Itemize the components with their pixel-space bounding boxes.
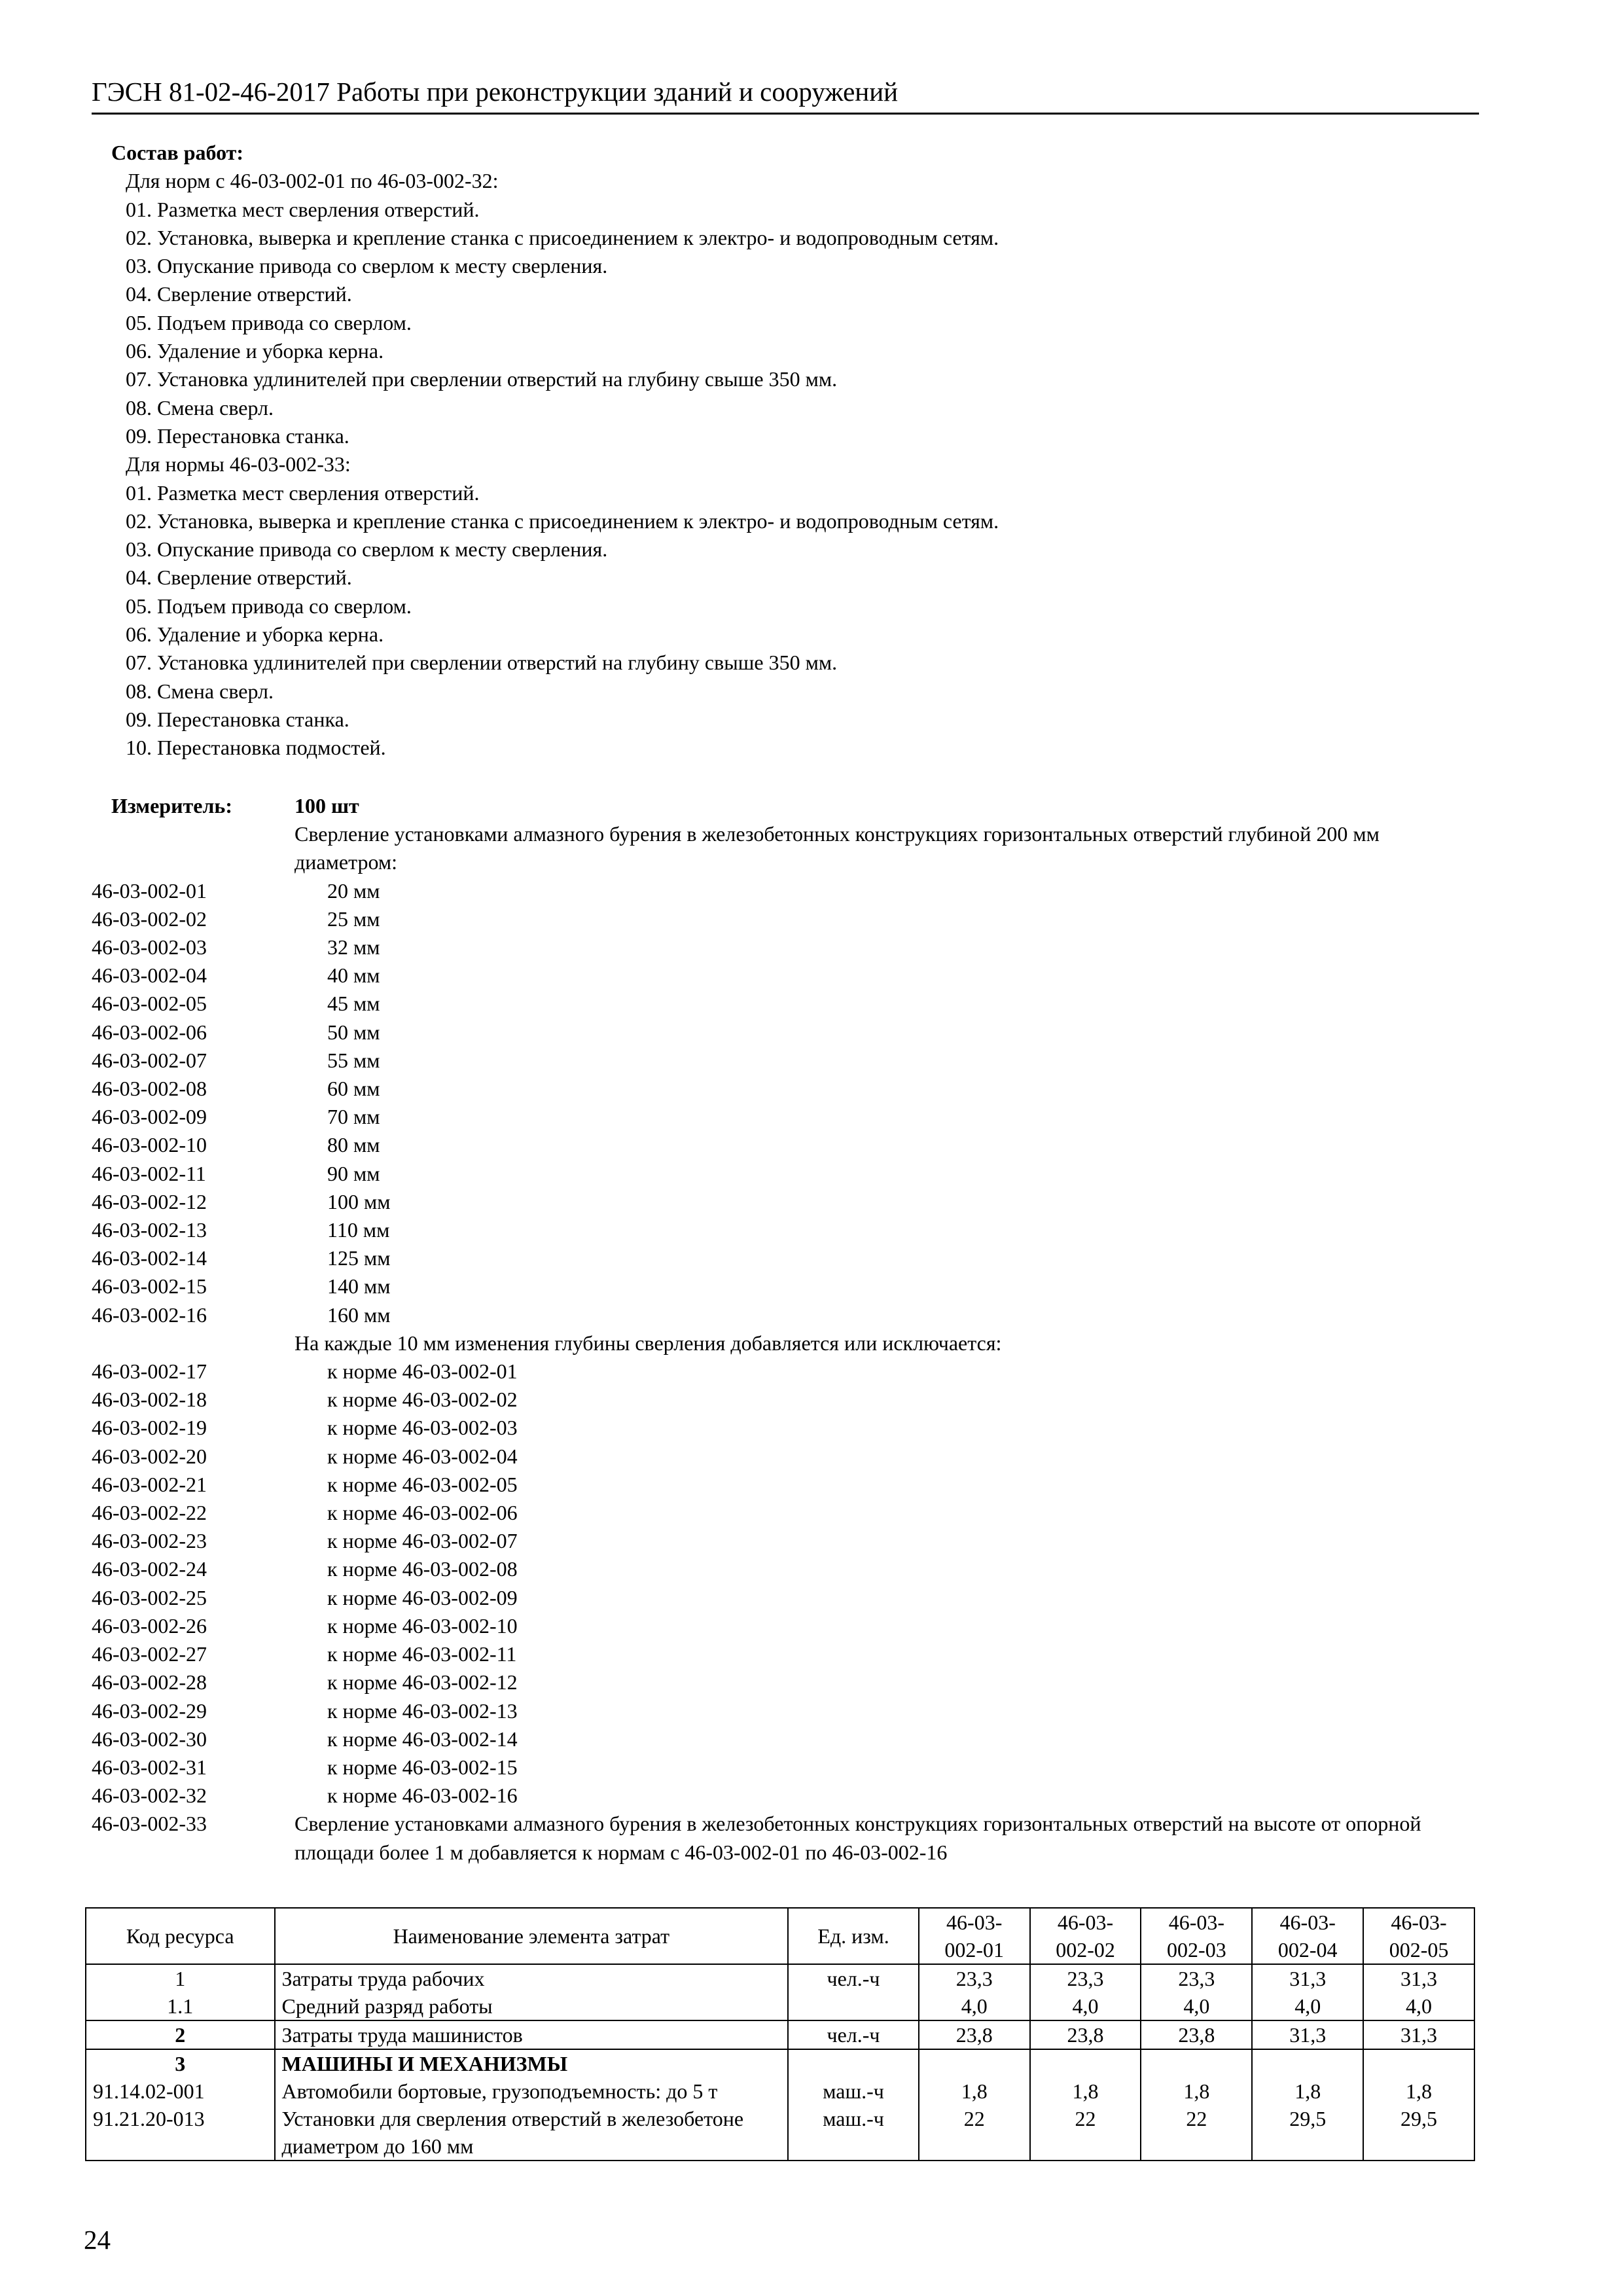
norm-row [92, 1810, 1486, 1866]
norm-code: 46-03-002-06 [92, 1020, 207, 1044]
norm-code: 46-03-002-27 [92, 1642, 207, 1666]
norm-row [92, 1555, 1486, 1583]
header-norm: 46-03- 002-02 [1030, 1908, 1141, 1964]
composition-line: 08. Смена сверл. [126, 395, 274, 420]
composition-line: Для норм с 46-03-002-01 по 46-03-002-32: [126, 169, 499, 193]
norm-code: 46-03-002-11 [92, 1161, 206, 1185]
norm-row [92, 1018, 1486, 1047]
norm-text: 32 мм [327, 935, 380, 960]
composition-line: 10. Перестановка подмостей. [126, 736, 386, 760]
resource-name: Автомобили бортовые, грузоподъемность: до 5 т [275, 2077, 789, 2105]
meter-unit: 100 шт [294, 794, 359, 817]
resource-value: 4,0 [1141, 1992, 1252, 2020]
resource-value: 23,3 [919, 1964, 1030, 1992]
composition-line: 05. Подъем привода со сверлом. [126, 310, 412, 334]
meter-row [92, 792, 1486, 820]
resource-value: 23,3 [1030, 1964, 1141, 1992]
norm-row [92, 1188, 1486, 1216]
norm-text: к норме 46-03-002-14 [327, 1727, 518, 1751]
norm-text: к норме 46-03-002-13 [327, 1698, 518, 1723]
resource-code: 3 [86, 2049, 275, 2077]
table-header-row [86, 1908, 1474, 1964]
norm-row [92, 1131, 1486, 1159]
resource-unit: маш.-ч [788, 2077, 919, 2105]
resource-unit: маш.-ч [788, 2105, 919, 2161]
norm-row [92, 961, 1486, 990]
norm-row [92, 1414, 1486, 1442]
resource-code: 91.21.20-013 [86, 2105, 275, 2161]
norm-row [92, 1584, 1486, 1612]
empty-cell [1141, 2049, 1252, 2077]
norm-text: 90 мм [327, 1161, 380, 1185]
norm-text: к норме 46-03-002-08 [327, 1557, 518, 1581]
composition-line: Для нормы 46-03-002-33: [126, 452, 351, 476]
norm-row [92, 1612, 1486, 1640]
composition-title: Состав работ: [111, 141, 244, 164]
norm-text: 60 мм [327, 1077, 380, 1101]
depth-note-row [92, 1329, 1486, 1357]
empty-cell [92, 820, 294, 876]
norm-text: к норме 46-03-002-12 [327, 1670, 518, 1695]
composition-line: 02. Установка, выверка и крепление станка с присоединением к электро- и водопроводным сетям. [126, 509, 999, 533]
work-composition [111, 139, 1486, 762]
norm-text: к норме 46-03-002-09 [327, 1585, 518, 1609]
empty-cell [1252, 2049, 1363, 2077]
resource-code: 2 [86, 2020, 275, 2049]
norm-code: 46-03-002-08 [92, 1077, 207, 1101]
norm-code: 46-03-002-33 [92, 1812, 207, 1836]
norm-text: к норме 46-03-002-15 [327, 1755, 518, 1779]
norm-row [92, 1160, 1486, 1188]
resource-value: 4,0 [919, 1992, 1030, 2020]
norm-text: 125 мм [327, 1246, 391, 1270]
header-code: Код ресурса [86, 1908, 275, 1964]
resource-value: 4,0 [1252, 1992, 1363, 2020]
composition-line: 04. Сверление отверстий. [126, 565, 352, 590]
resource-value: 31,3 [1363, 2020, 1474, 2049]
header-norm: 46-03- 002-05 [1363, 1908, 1474, 1964]
resource-code: 1.1 [86, 1992, 275, 2020]
norm-text: 110 мм [327, 1218, 390, 1242]
norm-row [92, 1527, 1486, 1555]
norm-row [92, 1499, 1486, 1527]
norm-row [92, 1386, 1486, 1414]
header-unit: Ед. изм. [788, 1908, 919, 1964]
empty-cell [1363, 2049, 1474, 2077]
norm-text: к норме 46-03-002-11 [327, 1642, 517, 1666]
norm-text: 100 мм [327, 1189, 391, 1213]
norm-code: 46-03-002-32 [92, 1784, 207, 1808]
header-norm: 46-03- 002-04 [1252, 1908, 1363, 1964]
norm-row [92, 1047, 1486, 1075]
running-header: ГЭСН 81-02-46-2017 Работы при реконструкции зданий и сооружений [92, 73, 1479, 115]
depth-note: На каждые 10 мм изменения глубины сверления добавляется или исключается: [294, 1331, 1002, 1355]
norm-text: к норме 46-03-002-01 [327, 1359, 518, 1384]
resource-value: 1,8 [1252, 2077, 1363, 2105]
meter-label: Измеритель: [111, 794, 232, 817]
composition-line: 04. Сверление отверстий. [126, 282, 352, 306]
norm-row [92, 1697, 1486, 1725]
resource-value: 22 [919, 2105, 1030, 2161]
resource-value: 1,8 [1141, 2077, 1252, 2105]
resource-name: Затраты труда рабочих [275, 1964, 789, 1992]
norm-text: 40 мм [327, 963, 380, 988]
norm-code: 46-03-002-15 [92, 1274, 207, 1299]
intro-row [92, 820, 1486, 876]
norm-row [92, 1272, 1486, 1300]
norm-text: 160 мм [327, 1302, 391, 1327]
norm-text: к норме 46-03-002-16 [327, 1784, 518, 1808]
norm-code: 46-03-002-19 [92, 1416, 207, 1440]
table-row [86, 1992, 1474, 2020]
norm-code: 46-03-002-26 [92, 1613, 207, 1638]
resource-value: 22 [1141, 2105, 1252, 2161]
norm-text: к норме 46-03-002-06 [327, 1501, 518, 1525]
norm-code: 46-03-002-12 [92, 1189, 207, 1213]
norm-text: к норме 46-03-002-03 [327, 1416, 518, 1440]
norm-code: 46-03-002-23 [92, 1529, 207, 1553]
norm-code: 46-03-002-03 [92, 935, 207, 960]
resource-value: 23,3 [1141, 1964, 1252, 1992]
norm-code: 46-03-002-20 [92, 1444, 207, 1468]
resource-name: Установки для сверления отверстий в железобетоне диаметром до 160 мм [275, 2105, 789, 2161]
resource-unit [788, 1992, 919, 2020]
resource-code: 1 [86, 1964, 275, 1992]
header-name: Наименование элемента затрат [275, 1908, 789, 1964]
resource-value: 31,3 [1252, 1964, 1363, 1992]
norm-code: 46-03-002-13 [92, 1218, 207, 1242]
norm-text: 55 мм [327, 1048, 380, 1072]
composition-line: 07. Установка удлинителей при сверлении отверстий на глубину свыше 350 мм. [126, 651, 838, 675]
norm-row [92, 1216, 1486, 1244]
resource-value: 22 [1030, 2105, 1141, 2161]
empty-cell [1030, 2049, 1141, 2077]
norm-text: к норме 46-03-002-10 [327, 1613, 518, 1638]
norm-row [92, 1443, 1486, 1471]
norm-code: 46-03-002-02 [92, 906, 207, 931]
norm-code: 46-03-002-30 [92, 1727, 207, 1751]
norm-row [92, 1725, 1486, 1753]
resource-name: Средний разряд работы [275, 1992, 789, 2020]
norm-row [92, 905, 1486, 933]
norm-code: 46-03-002-29 [92, 1698, 207, 1723]
resource-unit: чел.-ч [788, 2020, 919, 2049]
resource-unit: чел.-ч [788, 1964, 919, 1992]
table-row [86, 2020, 1474, 2049]
norm-text: 45 мм [327, 992, 380, 1016]
norm-code: 46-03-002-16 [92, 1302, 207, 1327]
table-row [86, 1964, 1474, 1992]
norm-row [92, 1668, 1486, 1696]
empty-cell [919, 2049, 1030, 2077]
norm-code: 46-03-002-21 [92, 1472, 207, 1496]
header-norm: 46-03- 002-01 [919, 1908, 1030, 1964]
composition-line: 03. Опускание привода со сверлом к месту сверления. [126, 537, 608, 562]
norm-text: 80 мм [327, 1133, 380, 1157]
norm-text: 25 мм [327, 906, 380, 931]
composition-line: 07. Установка удлинителей при сверлении отверстий на глубину свыше 350 мм. [126, 367, 838, 391]
composition-line: 02. Установка, выверка и крепление станка с присоединением к электро- и водопроводным сетям. [126, 225, 999, 249]
norm-code: 46-03-002-28 [92, 1670, 207, 1695]
composition-line: 06. Удаление и уборка керна. [126, 339, 384, 363]
table-row [86, 2077, 1474, 2105]
norm-code: 46-03-002-05 [92, 992, 207, 1016]
norm-code: 46-03-002-31 [92, 1755, 207, 1779]
composition-line: 09. Перестановка станка. [126, 423, 349, 448]
resource-value: 29,5 [1363, 2105, 1474, 2161]
norm-row [92, 1075, 1486, 1103]
composition-line: 05. Подъем привода со сверлом. [126, 594, 412, 618]
resource-table [85, 1907, 1475, 2161]
norm-row [92, 1244, 1486, 1272]
resource-value: 4,0 [1030, 1992, 1141, 2020]
norm-code: 46-03-002-25 [92, 1585, 207, 1609]
resource-value: 4,0 [1363, 1992, 1474, 2020]
norm-row [92, 1357, 1486, 1386]
composition-line: 01. Разметка мест сверления отверстий. [126, 197, 480, 221]
composition-line: 06. Удаление и уборка керна. [126, 622, 384, 647]
resource-value: 1,8 [1363, 2077, 1474, 2105]
resource-value: 23,8 [1141, 2020, 1252, 2049]
table-row [86, 2105, 1474, 2161]
norm-text: к норме 46-03-002-05 [327, 1472, 518, 1496]
norm-text: 140 мм [327, 1274, 391, 1299]
norm-text: 70 мм [327, 1105, 380, 1129]
norm-row [92, 1640, 1486, 1668]
header-norm: 46-03- 002-03 [1141, 1908, 1252, 1964]
norm-code: 46-03-002-18 [92, 1388, 207, 1412]
norm-row [92, 990, 1486, 1018]
norm-text: 50 мм [327, 1020, 380, 1044]
empty-cell [92, 1329, 294, 1357]
norm-code: 46-03-002-17 [92, 1359, 207, 1384]
norm-row [92, 1103, 1486, 1131]
resource-name: Затраты труда машинистов [275, 2020, 789, 2049]
norm-code: 46-03-002-04 [92, 963, 207, 988]
resource-code: 91.14.02-001 [86, 2077, 275, 2105]
resource-value: 31,3 [1252, 2020, 1363, 2049]
norm-row [92, 1471, 1486, 1499]
norm-code: 46-03-002-01 [92, 878, 207, 903]
norm-text: к норме 46-03-002-02 [327, 1388, 518, 1412]
composition-line: 01. Разметка мест сверления отверстий. [126, 480, 480, 505]
composition-line: 08. Смена сверл. [126, 679, 274, 703]
norm-code: 46-03-002-07 [92, 1048, 207, 1072]
norm-text: Сверление установками алмазного бурения в железобетонных конструкциях горизонтальных отверстий на высоте от опорной площади более 1 м добавляется к нормам с 46-03-002-01 по 46-03-002-16 [294, 1812, 1421, 1864]
norm-text: к норме 46-03-002-07 [327, 1529, 518, 1553]
resource-value: 31,3 [1363, 1964, 1474, 1992]
resource-value: 1,8 [1030, 2077, 1141, 2105]
empty-cell [788, 2049, 919, 2077]
norm-row [92, 877, 1486, 905]
section-title: МАШИНЫ И МЕХАНИЗМЫ [275, 2049, 789, 2077]
norm-intro: Сверление установками алмазного бурения в железобетонных конструкциях горизонтальных отверстий глубиной 200 мм диаметром: [294, 822, 1380, 874]
page-number: 24 [84, 2225, 111, 2255]
norm-row [92, 1753, 1486, 1782]
norm-row [92, 1782, 1486, 1810]
table-row [86, 2049, 1474, 2077]
norm-code: 46-03-002-24 [92, 1557, 207, 1581]
norm-row [92, 1301, 1486, 1329]
norms-list [92, 792, 1486, 1867]
composition-line: 03. Опускание привода со сверлом к месту сверления. [126, 254, 608, 278]
norm-code: 46-03-002-14 [92, 1246, 207, 1270]
resource-value: 1,8 [919, 2077, 1030, 2105]
resource-value: 23,8 [919, 2020, 1030, 2049]
norm-code: 46-03-002-22 [92, 1501, 207, 1525]
norm-row [92, 933, 1486, 961]
norm-text: к норме 46-03-002-04 [327, 1444, 518, 1468]
norm-code: 46-03-002-10 [92, 1133, 207, 1157]
norm-text: 20 мм [327, 878, 380, 903]
resource-value: 23,8 [1030, 2020, 1141, 2049]
norm-code: 46-03-002-09 [92, 1105, 207, 1129]
resource-value: 29,5 [1252, 2105, 1363, 2161]
composition-line: 09. Перестановка станка. [126, 707, 349, 731]
